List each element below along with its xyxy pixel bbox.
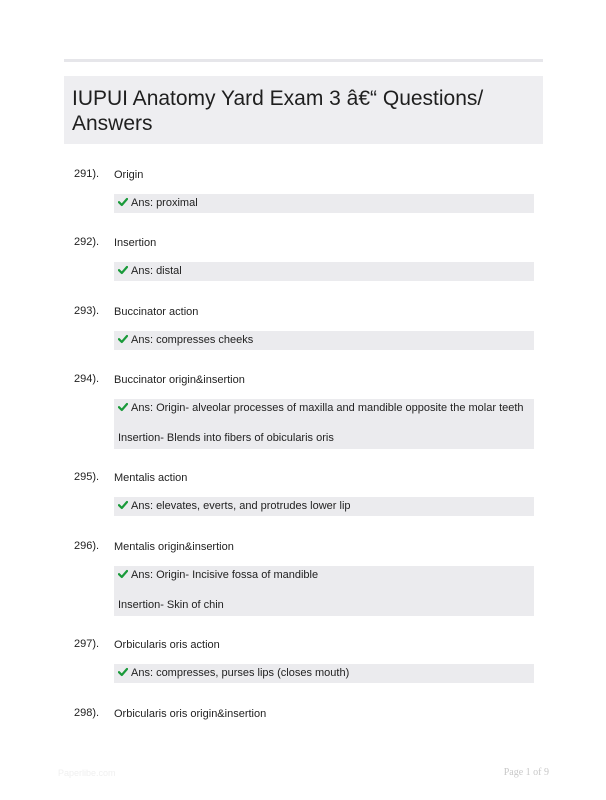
answer-box <box>114 331 534 350</box>
answer-text: Ans: compresses, purses lips (closes mouth) <box>131 667 350 679</box>
check-icon <box>118 265 128 275</box>
answer-box <box>114 497 534 516</box>
question-text: Mentalis action <box>114 472 188 484</box>
question-number: 298). <box>74 707 100 719</box>
question-text: Origin <box>114 169 144 181</box>
check-icon <box>118 197 128 207</box>
answer-extra-line: Insertion- Skin of chin <box>118 599 224 611</box>
top-divider <box>64 59 543 62</box>
question-text: Orbicularis oris origin&insertion <box>114 708 267 720</box>
question-number: 292). <box>74 236 100 248</box>
answer-line <box>118 194 534 213</box>
question-text: Orbicularis oris action <box>114 639 220 651</box>
title-banner <box>64 76 543 144</box>
footer-watermark: Paperlibe.com <box>58 768 116 778</box>
answer-box <box>114 194 534 213</box>
page-title: IUPUI Anatomy Yard Exam 3 â€“ Questions/ Answers <box>72 87 484 135</box>
answer-text: Ans: Origin- Incisive fossa of mandible <box>131 569 319 581</box>
question-number: 295). <box>74 471 100 483</box>
check-icon <box>118 500 128 510</box>
question-text: Buccinator origin&insertion <box>114 374 245 386</box>
answer-box <box>114 399 534 449</box>
question-number: 291). <box>74 168 100 180</box>
answer-text: Ans: elevates, everts, and protrudes lower lip <box>131 500 351 512</box>
question-text: Mentalis origin&insertion <box>114 541 234 553</box>
question-text: Buccinator action <box>114 306 199 318</box>
answer-box <box>114 664 534 683</box>
answer-box <box>114 566 534 616</box>
answer-line <box>118 262 534 281</box>
check-icon <box>118 667 128 677</box>
question-number: 293). <box>74 305 100 317</box>
check-icon <box>118 569 128 579</box>
question-number: 297). <box>74 638 100 650</box>
question-number: 296). <box>74 540 100 552</box>
answer-box <box>114 262 534 281</box>
check-icon <box>118 402 128 412</box>
answer-line <box>118 497 534 516</box>
question-text: Insertion <box>114 237 157 249</box>
question-number: 294). <box>74 373 100 385</box>
answer-line <box>118 331 534 350</box>
answer-line <box>118 664 534 683</box>
check-icon <box>118 334 128 344</box>
answer-text: Ans: compresses cheeks <box>131 334 254 346</box>
answer-text: Ans: proximal <box>131 197 198 209</box>
answer-text: Ans: Origin- alveolar processes of maxilla and mandible opposite the molar teeth <box>131 402 524 414</box>
answer-text: Ans: distal <box>131 265 182 277</box>
page-number: Page 1 of 9 <box>503 767 549 778</box>
answer-line <box>118 399 534 418</box>
answer-line <box>118 566 534 585</box>
answer-extra-line: Insertion- Blends into fibers of obicularis oris <box>118 432 334 444</box>
